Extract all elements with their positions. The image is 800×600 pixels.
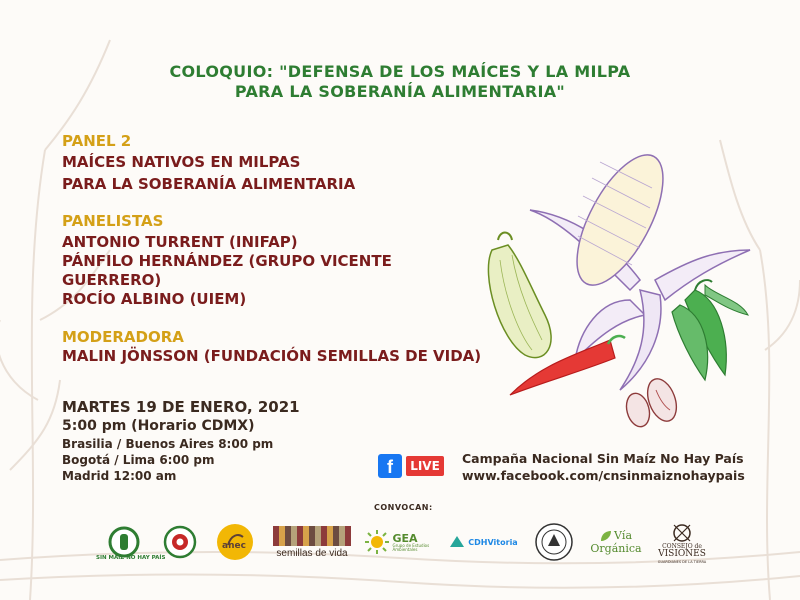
logo-via-organica bbox=[588, 518, 644, 566]
panel-title-line-1: MAÍCES NATIVOS EN MILPAS bbox=[62, 153, 301, 171]
logo-organica-caption: Orgánica bbox=[590, 542, 642, 555]
moderator-name: MALIN JÖNSSON (FUNDACIÓN SEMILLAS DE VIDA) bbox=[62, 347, 482, 365]
logo-semillas-caption: semillas de vida bbox=[276, 547, 348, 559]
panelist-name: ROCÍO ALBINO (UIEM) bbox=[62, 290, 247, 308]
sponsors-heading: CONVOCAN: bbox=[374, 503, 433, 512]
panelist-name: PÁNFILO HERNÁNDEZ (GRUPO VICENTE bbox=[62, 252, 392, 270]
logo-cdhvitoria bbox=[448, 518, 518, 566]
seeds-pattern-icon bbox=[273, 526, 351, 546]
event-date: MARTES 19 DE ENERO, 2021 bbox=[62, 398, 300, 416]
logo-visiones-caption: VISIONES bbox=[658, 549, 706, 560]
sin-maiz-emblem-icon bbox=[108, 526, 140, 558]
panelist-name: ANTONIO TURRENT (INIFAP) bbox=[62, 233, 298, 251]
campaign-name: Campaña Nacional Sin Maíz No Hay País bbox=[462, 451, 744, 466]
event-title bbox=[100, 62, 700, 102]
milpa-illustration-icon bbox=[480, 100, 770, 440]
logo-consejo-de-visiones bbox=[654, 514, 710, 572]
facebook-live-badge[interactable] bbox=[378, 454, 444, 478]
logo-organization-round bbox=[160, 518, 200, 566]
timezone-line: Brasilia / Buenos Aires 8:00 pm bbox=[62, 437, 274, 451]
title-line-1: COLOQUIO: "DEFENSA DE LOS MAÍCES Y LA MILPA bbox=[169, 62, 631, 81]
logo-gea-name: GEA bbox=[392, 531, 418, 545]
panel-title-line-2: PARA LA SOBERANÍA ALIMENTARIA bbox=[62, 175, 356, 193]
logo-anec-caption: anec bbox=[222, 541, 246, 551]
panelist-name: GUERRERO) bbox=[62, 271, 162, 289]
title-line-2: PARA LA SOBERANÍA ALIMENTARIA" bbox=[234, 82, 566, 101]
panelists-label: PANELISTAS bbox=[62, 212, 164, 230]
logo-cdh-caption: CDHVitoria bbox=[468, 537, 518, 547]
logo-semillas-de-vida bbox=[272, 518, 352, 566]
logo-gea-subtitle: Grupo de Estudios Ambientales bbox=[392, 542, 430, 552]
logo-consejo-caption: CONSEJO de bbox=[662, 542, 702, 550]
logo-stamp-seal bbox=[532, 518, 576, 566]
consejo-emblem-icon bbox=[669, 522, 695, 544]
logo-guardianes-caption: GUARDIANES DE LA TIERRA bbox=[657, 560, 707, 565]
live-label: LIVE bbox=[406, 456, 444, 476]
stamp-seal-icon bbox=[534, 522, 574, 562]
timezone-line: Bogotá / Lima 6:00 pm bbox=[62, 453, 215, 467]
logo-sin-maiz-caption: SIN MAÍZ NO HAY PAÍS bbox=[96, 555, 166, 561]
organization-emblem-icon bbox=[163, 525, 197, 559]
moderator-label: MODERADORA bbox=[62, 328, 184, 346]
gea-sun-icon bbox=[364, 529, 390, 555]
campaign-info bbox=[462, 450, 745, 484]
logo-via-caption: Vía bbox=[613, 529, 633, 542]
logo-gea bbox=[362, 518, 432, 566]
panel-label: PANEL 2 bbox=[62, 132, 132, 150]
leaf-icon bbox=[600, 530, 612, 542]
cdh-mark-icon bbox=[448, 533, 466, 551]
timezone-line: Madrid 12:00 am bbox=[62, 469, 177, 483]
event-time: 5:00 pm (Horario CDMX) bbox=[62, 418, 255, 434]
facebook-url-link[interactable]: www.facebook.com/cnsinmaiznohaypais bbox=[462, 468, 745, 483]
facebook-icon: f bbox=[378, 454, 402, 478]
